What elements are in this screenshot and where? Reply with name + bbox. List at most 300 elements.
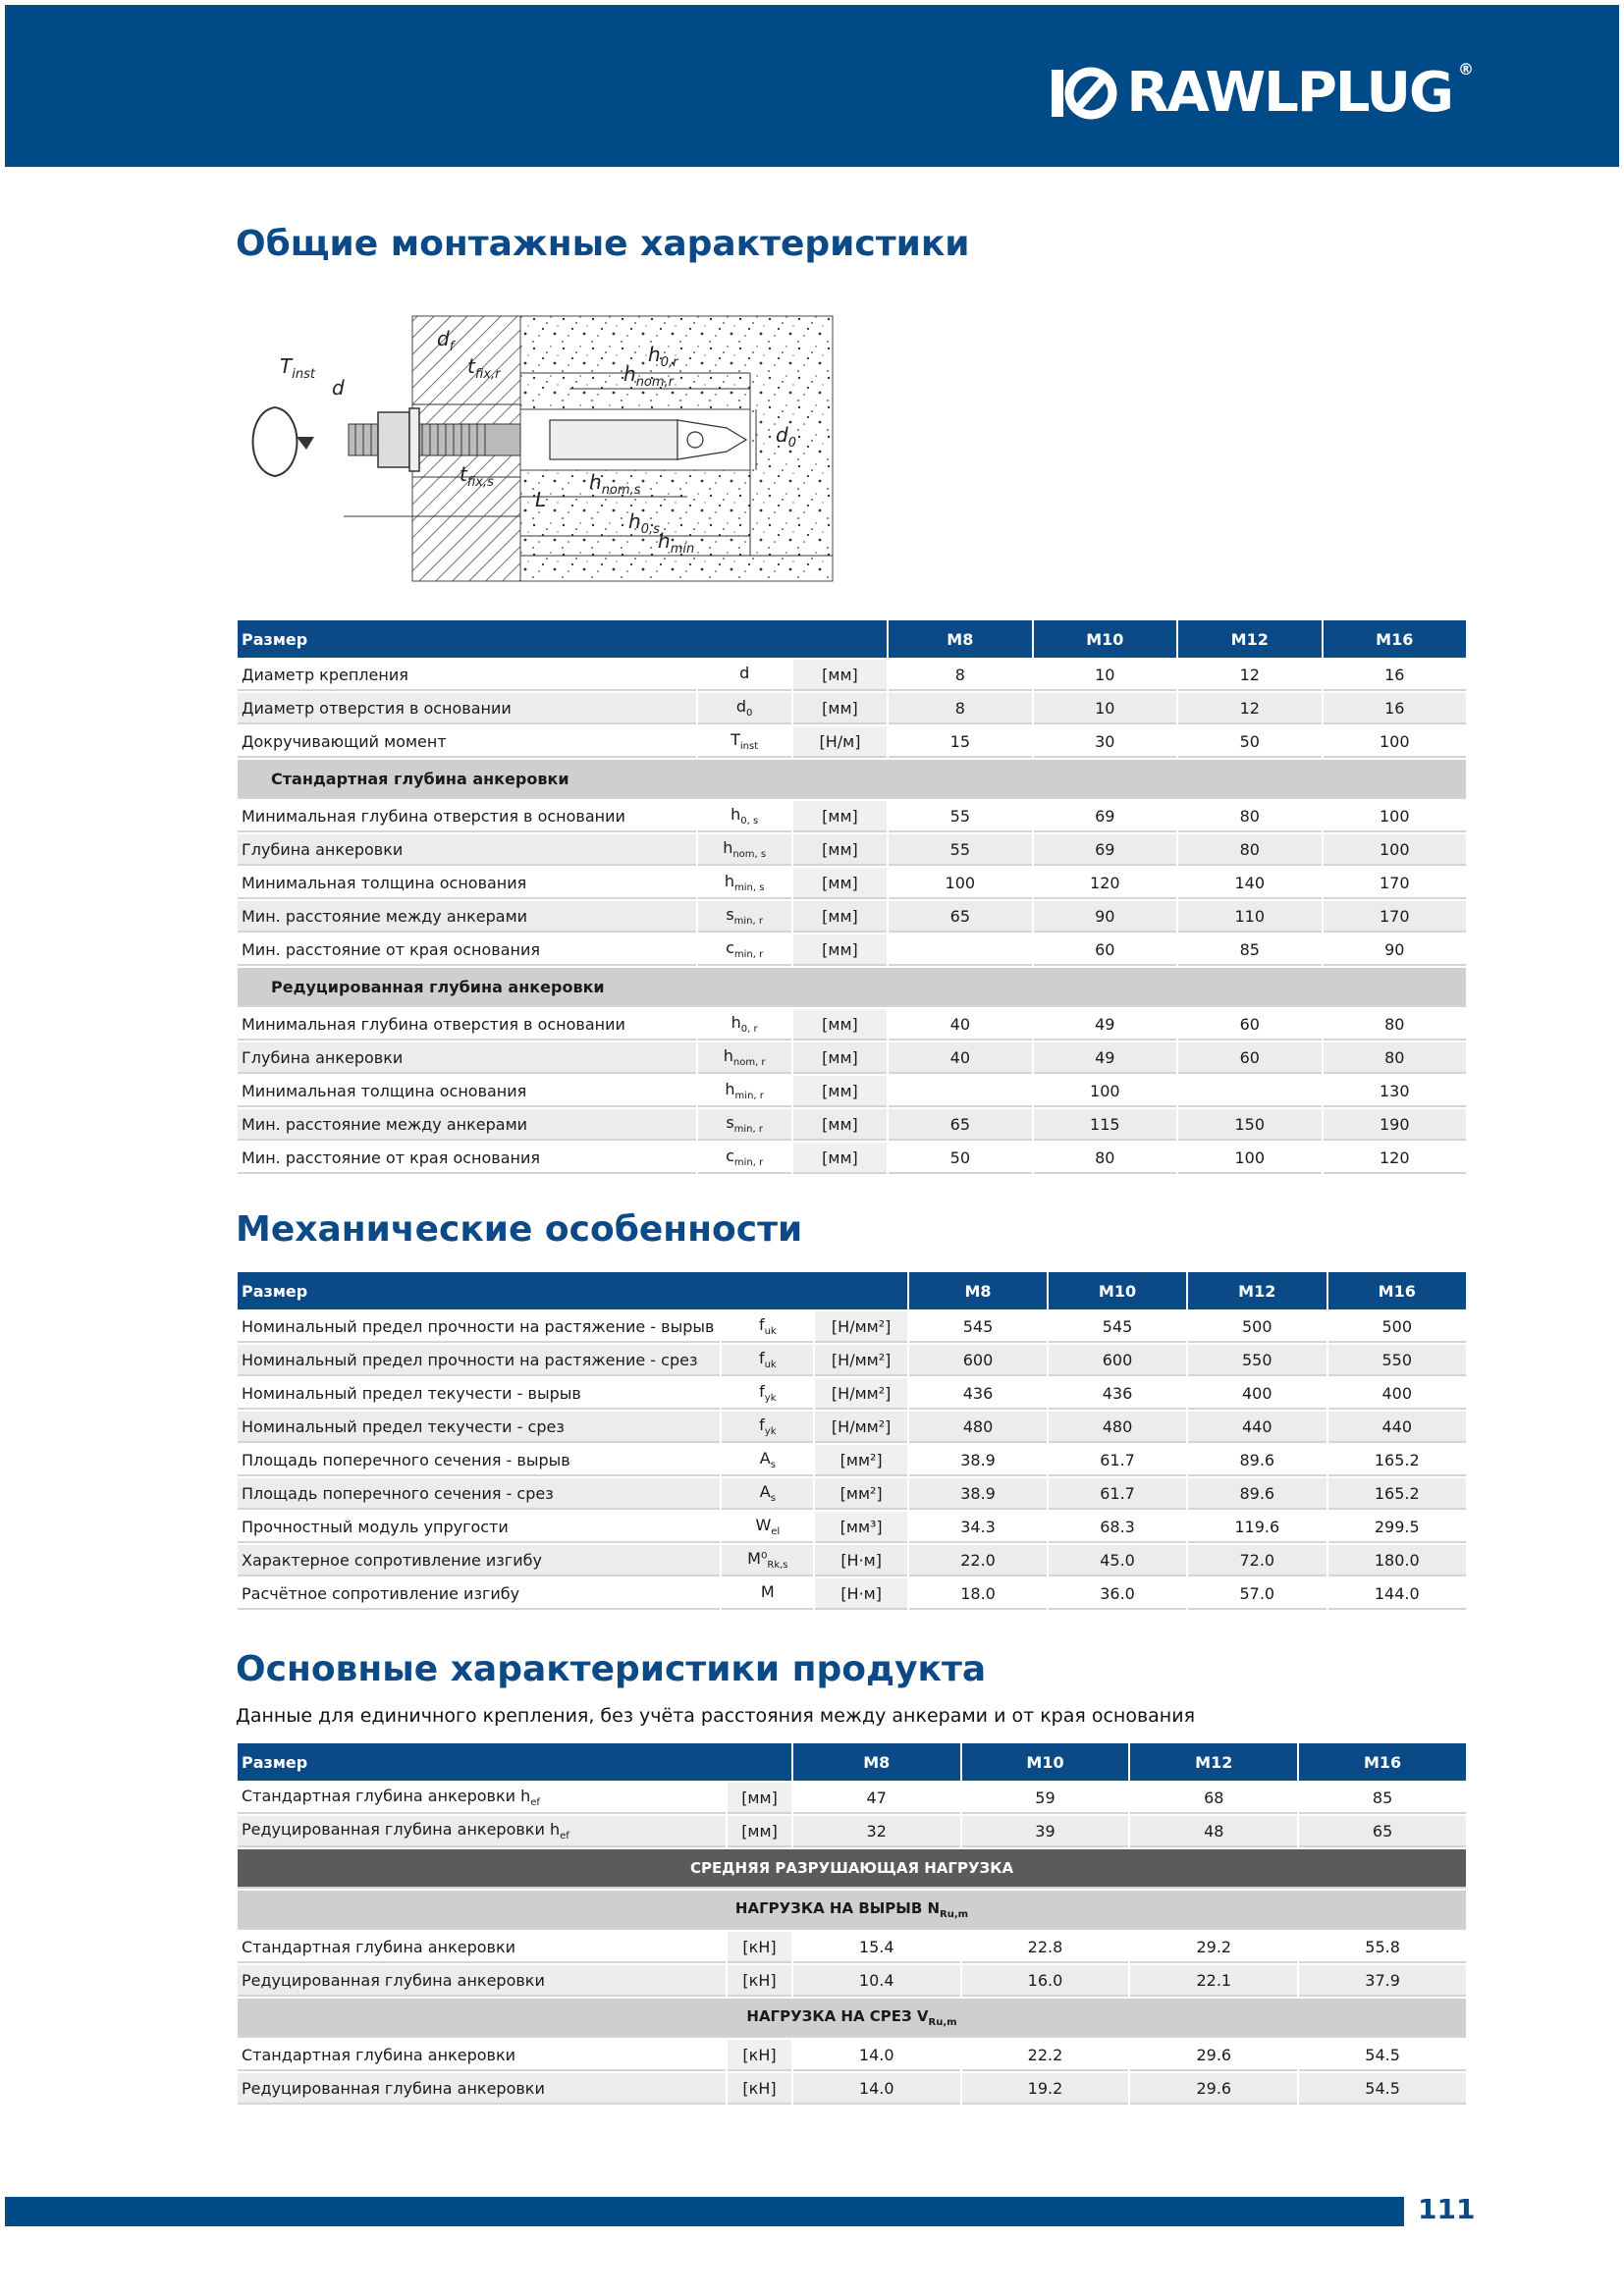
- symbol: W: [755, 1515, 772, 1534]
- value-cell: 45.0: [1049, 1545, 1186, 1576]
- label-tfixs-sub: fix,s: [466, 475, 494, 490]
- symbol: M: [760, 1581, 775, 1601]
- anchor-installation-diagram: [236, 314, 835, 584]
- row-label: Минимальная глубина отверстия в основании: [238, 801, 696, 832]
- symbol-sub: s: [770, 1460, 776, 1471]
- symbol-cell: [722, 1311, 813, 1343]
- row-label: Площадь поперечного сечения - срез: [238, 1478, 720, 1510]
- subsection-reduced: [238, 968, 1466, 1007]
- value-cell: 12: [1178, 660, 1321, 691]
- value-cell: 30: [1034, 726, 1176, 758]
- table-row: [238, 693, 1466, 724]
- table-row: [238, 934, 1466, 966]
- value-cell: 19.2: [962, 2073, 1129, 2105]
- unit-cell: [мм]: [793, 1042, 887, 1074]
- row-label: Докручивающий момент: [238, 726, 696, 758]
- label-df: d: [437, 327, 450, 350]
- row-label: Минимальная глубина отверстия в основании: [238, 1009, 696, 1041]
- symbol-sub: min, r: [733, 1157, 764, 1169]
- value-cell: 170: [1324, 901, 1467, 933]
- header-size: Размер: [238, 1743, 791, 1781]
- table-row: [238, 726, 1466, 758]
- value-cell: 47: [793, 1783, 960, 1814]
- label-h0r: h: [648, 343, 661, 366]
- table-row: [238, 1512, 1466, 1543]
- header-col: M10: [1034, 620, 1176, 658]
- header-col: M8: [889, 620, 1031, 658]
- value-cell: 170: [1324, 868, 1467, 899]
- value-cell: 115: [1034, 1109, 1176, 1141]
- value-cell: 54.5: [1299, 2073, 1466, 2105]
- value-cell: 32: [793, 1816, 960, 1847]
- row-label: Мин. расстояние между анкерами: [238, 901, 696, 933]
- title-text: НАГРУЗКА НА СРЕЗ V: [746, 2006, 929, 2025]
- table-row: [238, 2040, 1466, 2071]
- symbol-cell: [698, 934, 791, 966]
- section-title-install: Общие монтажные характеристики: [236, 224, 970, 264]
- header-col: M10: [962, 1743, 1129, 1781]
- value-cell: 36.0: [1049, 1578, 1186, 1610]
- symbol-sub: uk: [764, 1360, 777, 1371]
- value-cell: 60: [1178, 1042, 1321, 1074]
- symbol-cell: [698, 693, 791, 724]
- value-cell: 165.2: [1328, 1478, 1467, 1510]
- value-cell: [889, 1076, 1031, 1107]
- value-cell: 89.6: [1188, 1445, 1326, 1476]
- unit-cell: [кН]: [728, 1965, 791, 1997]
- value-cell: 80: [1324, 1009, 1467, 1041]
- table-row: [238, 1412, 1466, 1443]
- value-cell: 16: [1324, 660, 1467, 691]
- row-label: Номинальный предел прочности на растяжение - вырыв: [238, 1311, 720, 1343]
- value-cell: 68.3: [1049, 1512, 1186, 1543]
- value-cell: 190: [1324, 1109, 1467, 1141]
- symbol-sub: yk: [764, 1393, 777, 1405]
- value-cell: 89.6: [1188, 1478, 1326, 1510]
- row-label: Прочностный модуль упругости: [238, 1512, 720, 1543]
- value-cell: 22.2: [962, 2040, 1129, 2071]
- value-cell: 8: [889, 660, 1031, 691]
- header-size: Размер: [238, 620, 887, 658]
- value-cell: 150: [1178, 1109, 1321, 1141]
- value-cell: 440: [1188, 1412, 1326, 1443]
- value-cell: 299.5: [1328, 1512, 1467, 1543]
- symbol: f: [759, 1415, 765, 1434]
- value-cell: 119.6: [1188, 1512, 1326, 1543]
- row-label: Мин. расстояние между анкерами: [238, 1109, 696, 1141]
- unit-cell: [мм²]: [815, 1445, 907, 1476]
- table-row: [238, 868, 1466, 899]
- value-cell: 29.6: [1130, 2040, 1297, 2071]
- value-cell: 120: [1324, 1143, 1467, 1174]
- value-cell: 436: [1049, 1378, 1186, 1410]
- unit-cell: [мм]: [793, 901, 887, 933]
- value-cell: 65: [1299, 1816, 1466, 1847]
- row-label: [238, 1783, 726, 1814]
- row-label: Стандартная глубина анкеровки: [238, 1932, 726, 1963]
- symbol-sub: min, r: [734, 1091, 764, 1102]
- symbol: h: [723, 837, 733, 857]
- installation-table: [236, 618, 1468, 1176]
- table-row: [238, 1578, 1466, 1610]
- value-cell: 130: [1324, 1076, 1467, 1107]
- symbol-cell: [722, 1478, 813, 1510]
- value-cell: 22.1: [1130, 1965, 1297, 1997]
- unit-cell: [мм]: [793, 1009, 887, 1041]
- table-row: [238, 1816, 1466, 1847]
- value-cell: 38.9: [909, 1478, 1047, 1510]
- table-row: [238, 1445, 1466, 1476]
- value-cell: 500: [1188, 1311, 1326, 1343]
- unit-cell: [мм]: [793, 934, 887, 966]
- table-row: [238, 2073, 1466, 2105]
- label-tfixr: t: [467, 354, 475, 378]
- value-cell: 100: [889, 868, 1031, 899]
- symbol-cell: [698, 1009, 791, 1041]
- value-cell: 29.2: [1130, 1932, 1297, 1963]
- unit-cell: [Н/мм²]: [815, 1378, 907, 1410]
- symbol-cell: [722, 1445, 813, 1476]
- label-d0: d: [776, 423, 788, 447]
- header-size: Размер: [238, 1272, 907, 1309]
- symbol-cell: [698, 1143, 791, 1174]
- subsection-standard-title: Стандартная глубина анкеровки: [238, 760, 1466, 799]
- unit-cell: [Н/мм²]: [815, 1311, 907, 1343]
- label-h0s-sub: 0,s: [640, 522, 660, 537]
- title-text: НАГРУЗКА НА ВЫРЫВ N: [734, 1898, 941, 1917]
- footer-bar: [5, 2197, 1404, 2226]
- value-cell: 600: [1049, 1345, 1186, 1376]
- row-label: [238, 1816, 726, 1847]
- unit-cell: [мм]: [793, 693, 887, 724]
- value-cell: 100: [1324, 834, 1467, 866]
- unit-cell: [мм]: [793, 660, 887, 691]
- value-cell: 400: [1328, 1378, 1467, 1410]
- value-cell: 39: [962, 1816, 1129, 1847]
- symbol-cell: [722, 1378, 813, 1410]
- value-cell: 80: [1178, 801, 1321, 832]
- row-label: Площадь поперечного сечения - вырыв: [238, 1445, 720, 1476]
- symbol-cell: [722, 1545, 813, 1576]
- symbol-sub: Rk,s: [767, 1560, 788, 1572]
- symbol-cell: [722, 1345, 813, 1376]
- unit-cell: [Н/мм²]: [815, 1345, 907, 1376]
- table-row: [238, 801, 1466, 832]
- value-cell: 8: [889, 693, 1031, 724]
- value-cell: 165.2: [1328, 1445, 1467, 1476]
- table-row: [238, 901, 1466, 933]
- value-cell: 100: [1178, 1143, 1321, 1174]
- value-cell: 500: [1328, 1311, 1467, 1343]
- table-row: [238, 1545, 1466, 1576]
- value-cell: 22.8: [962, 1932, 1129, 1963]
- value-cell: 545: [1049, 1311, 1186, 1343]
- page-number: 111: [1418, 2193, 1476, 2225]
- symbol: h: [731, 1012, 741, 1032]
- table-row: [238, 1109, 1466, 1141]
- table-row: [238, 660, 1466, 691]
- header-col: M16: [1328, 1272, 1467, 1309]
- value-cell: 54.5: [1299, 2040, 1466, 2071]
- value-cell: 40: [889, 1009, 1031, 1041]
- symbol-sub: min, s: [734, 882, 765, 894]
- header-col: M12: [1130, 1743, 1297, 1781]
- label-text: Стандартная глубина анкеровки h: [242, 1786, 531, 1805]
- symbol-sub: min, r: [733, 1124, 763, 1136]
- value-cell: 80: [1324, 1042, 1467, 1074]
- value-cell: 120: [1034, 868, 1176, 899]
- value-cell: 34.3: [909, 1512, 1047, 1543]
- brand-name: RAWLPLUG: [1126, 61, 1452, 125]
- symbol-sub: el: [771, 1526, 781, 1538]
- header-bar: [5, 5, 1619, 167]
- label-text: Редуцированная глубина анкеровки h: [242, 1819, 561, 1839]
- value-cell: 29.6: [1130, 2073, 1297, 2105]
- symbol-sub: yk: [764, 1426, 777, 1438]
- table-row: [238, 1478, 1466, 1510]
- row-label: Мин. расстояние от края основания: [238, 1143, 696, 1174]
- value-cell: 68: [1130, 1783, 1297, 1814]
- symbol-sub: nom, s: [732, 849, 767, 861]
- table-row: [238, 1932, 1466, 1963]
- table-header-row: [238, 1743, 1466, 1781]
- unit-cell: [Н·м]: [815, 1578, 907, 1610]
- row-label: Стандартная глубина анкеровки: [238, 2040, 726, 2071]
- unit-cell: [мм³]: [815, 1512, 907, 1543]
- row-label: Минимальная толщина основания: [238, 868, 696, 899]
- symbol: h: [731, 804, 741, 824]
- symbol: d: [735, 696, 747, 716]
- value-cell: 49: [1034, 1009, 1176, 1041]
- value-cell: 50: [1178, 726, 1321, 758]
- value-cell: 100: [1034, 1076, 1176, 1107]
- row-label: Номинальный предел текучести - вырыв: [238, 1378, 720, 1410]
- symbol-sub: nom, r: [732, 1057, 766, 1069]
- table-row: [238, 834, 1466, 866]
- symbol: s: [726, 904, 734, 924]
- value-cell: 38.9: [909, 1445, 1047, 1476]
- symbol-cell: [698, 1042, 791, 1074]
- symbol: h: [723, 1045, 733, 1065]
- symbol: T: [731, 729, 740, 749]
- symbol: A: [759, 1481, 771, 1501]
- subsection-standard: [238, 760, 1466, 799]
- label-hnoms-sub: nom,s: [601, 483, 641, 498]
- header-col: M10: [1049, 1272, 1186, 1309]
- symbol: h: [724, 871, 734, 890]
- label-h0r-sub: 0,r: [660, 355, 678, 370]
- unit-cell: [мм]: [793, 868, 887, 899]
- value-cell: 12: [1178, 693, 1321, 724]
- symbol: f: [758, 1348, 765, 1367]
- header-col: M8: [793, 1743, 960, 1781]
- value-cell: 85: [1178, 934, 1321, 966]
- logo-mark-icon: [1050, 66, 1118, 121]
- label-sub: ef: [560, 1831, 569, 1842]
- value-cell: 80: [1178, 834, 1321, 866]
- table-row: [238, 1311, 1466, 1343]
- product-note: Данные для единичного крепления, без учёта расстояния между анкерами и от края основания: [236, 1705, 1195, 1727]
- label-hnomr-sub: nom,r: [635, 375, 675, 390]
- row-label: Характерное сопротивление изгибу: [238, 1545, 720, 1576]
- value-cell: 60: [1178, 1009, 1321, 1041]
- value-cell: 60: [1034, 934, 1176, 966]
- table-row: [238, 1143, 1466, 1174]
- value-cell: 61.7: [1049, 1445, 1186, 1476]
- symbol-sub: uk: [764, 1326, 777, 1338]
- label-hmin: h: [658, 529, 671, 553]
- symbol: d: [739, 663, 750, 682]
- value-cell: 49: [1034, 1042, 1176, 1074]
- value-cell: 55: [889, 834, 1031, 866]
- value-cell: 37.9: [1299, 1965, 1466, 1997]
- value-cell: 600: [909, 1345, 1047, 1376]
- value-cell: 65: [889, 1109, 1031, 1141]
- unit-cell: [кН]: [728, 2073, 791, 2105]
- row-label: Минимальная толщина основания: [238, 1076, 696, 1107]
- symbol-cell: [722, 1512, 813, 1543]
- label-d: d: [332, 376, 345, 400]
- unit-cell: [Н/м]: [793, 726, 887, 758]
- value-cell: 440: [1328, 1412, 1467, 1443]
- table-row: [238, 1076, 1466, 1107]
- value-cell: 16: [1324, 693, 1467, 724]
- value-cell: 50: [889, 1143, 1031, 1174]
- label-h0s: h: [628, 509, 641, 533]
- avg-load-header: [238, 1849, 1466, 1889]
- value-cell: 400: [1188, 1378, 1326, 1410]
- symbol-sub: 0, r: [740, 1024, 758, 1036]
- symbol: h: [725, 1079, 735, 1098]
- symbol: c: [726, 1146, 734, 1165]
- symbol-cell: [698, 1109, 791, 1141]
- symbol-sub: min, r: [733, 916, 763, 928]
- section-title-product: Основные характеристики продукта: [236, 1649, 987, 1689]
- value-cell: 144.0: [1328, 1578, 1467, 1610]
- value-cell: 550: [1188, 1345, 1326, 1376]
- value-cell: 57.0: [1188, 1578, 1326, 1610]
- symbol-cell: [698, 834, 791, 866]
- product-table: [236, 1741, 1468, 2107]
- symbol-cell: [698, 901, 791, 933]
- value-cell: 85: [1299, 1783, 1466, 1814]
- symbol-sub: inst: [739, 741, 759, 753]
- symbol: f: [758, 1314, 765, 1334]
- symbol-cell: [722, 1412, 813, 1443]
- mechanical-table: [236, 1270, 1468, 1612]
- label-hnomr: h: [623, 362, 636, 386]
- label-d0-sub: 0: [787, 436, 796, 451]
- symbol-sub: 0: [746, 708, 753, 720]
- rawlplug-logo: [1050, 60, 1474, 125]
- row-label: Диаметр отверстия в основании: [238, 693, 696, 724]
- value-cell: 545: [909, 1311, 1047, 1343]
- header-col: M12: [1188, 1272, 1326, 1309]
- value-cell: 55.8: [1299, 1932, 1466, 1963]
- header-col: M16: [1299, 1743, 1466, 1781]
- value-cell: 55: [889, 801, 1031, 832]
- value-cell: [889, 934, 1031, 966]
- value-cell: 90: [1034, 901, 1176, 933]
- unit-cell: [мм]: [793, 1109, 887, 1141]
- unit-cell: [мм]: [728, 1816, 791, 1847]
- row-label: Расчётное сопротивление изгибу: [238, 1578, 720, 1610]
- value-cell: 65: [889, 901, 1031, 933]
- symbol-sub: s: [770, 1493, 776, 1505]
- label-tfixs: t: [460, 462, 467, 486]
- label-tfixr-sub: fix,r: [474, 367, 501, 382]
- label-L: L: [535, 488, 547, 511]
- row-label: Мин. расстояние от края основания: [238, 934, 696, 966]
- row-label: Диаметр крепления: [238, 660, 696, 691]
- symbol: A: [759, 1448, 771, 1468]
- symbol-cell: [698, 660, 791, 691]
- value-cell: 72.0: [1188, 1545, 1326, 1576]
- header-col: M12: [1178, 620, 1321, 658]
- symbol: f: [759, 1381, 765, 1401]
- unit-cell: [мм]: [728, 1783, 791, 1814]
- table-row: [238, 1378, 1466, 1410]
- value-cell: 22.0: [909, 1545, 1047, 1576]
- shear-load-header-title: [238, 1999, 1466, 2038]
- row-label: Редуцированная глубина анкеровки: [238, 2073, 726, 2105]
- table-header-row: [238, 1272, 1466, 1309]
- value-cell: 15: [889, 726, 1031, 758]
- value-cell: 14.0: [793, 2073, 960, 2105]
- symbol: c: [726, 937, 734, 957]
- value-cell: 180.0: [1328, 1545, 1467, 1576]
- shear-load-header: [238, 1999, 1466, 2038]
- subsection-reduced-title: Редуцированная глубина анкеровки: [238, 968, 1466, 1007]
- value-cell: 90: [1324, 934, 1467, 966]
- symbol-cell: [722, 1578, 813, 1610]
- title-sub: Ru,m: [940, 1908, 969, 1920]
- value-cell: 550: [1328, 1345, 1467, 1376]
- value-cell: 15.4: [793, 1932, 960, 1963]
- value-cell: 69: [1034, 834, 1176, 866]
- value-cell: 59: [962, 1783, 1129, 1814]
- value-cell: 10: [1034, 693, 1176, 724]
- svg-text:Tinst: [280, 354, 316, 382]
- symbol-cell: [698, 801, 791, 832]
- symbol-cell: [698, 868, 791, 899]
- registered-mark: ®: [1458, 60, 1474, 79]
- value-cell: 69: [1034, 801, 1176, 832]
- value-cell: 18.0: [909, 1578, 1047, 1610]
- label-hnoms: h: [589, 470, 602, 494]
- symbol: M⁰: [747, 1548, 768, 1568]
- label-hmin-sub: min: [670, 542, 695, 557]
- table-row: [238, 1783, 1466, 1814]
- value-cell: 48: [1130, 1816, 1297, 1847]
- unit-cell: [мм]: [793, 1143, 887, 1174]
- section-title-mech: Механические особенности: [236, 1209, 803, 1250]
- avg-load-header-title: СРЕДНЯЯ РАЗРУШАЮЩАЯ НАГРУЗКА: [238, 1849, 1466, 1889]
- pull-load-header-title: [238, 1891, 1466, 1930]
- header-col: M16: [1324, 620, 1467, 658]
- label-tinst: T: [280, 354, 293, 378]
- title-sub: Ru,m: [928, 2016, 957, 2028]
- symbol: s: [726, 1112, 734, 1132]
- value-cell: 10.4: [793, 1965, 960, 1997]
- value-cell: 80: [1034, 1143, 1176, 1174]
- unit-cell: [мм]: [793, 834, 887, 866]
- label-sub: ef: [530, 1797, 540, 1809]
- table-row: [238, 1345, 1466, 1376]
- value-cell: 40: [889, 1042, 1031, 1074]
- value-cell: 16.0: [962, 1965, 1129, 1997]
- row-label: Глубина анкеровки: [238, 834, 696, 866]
